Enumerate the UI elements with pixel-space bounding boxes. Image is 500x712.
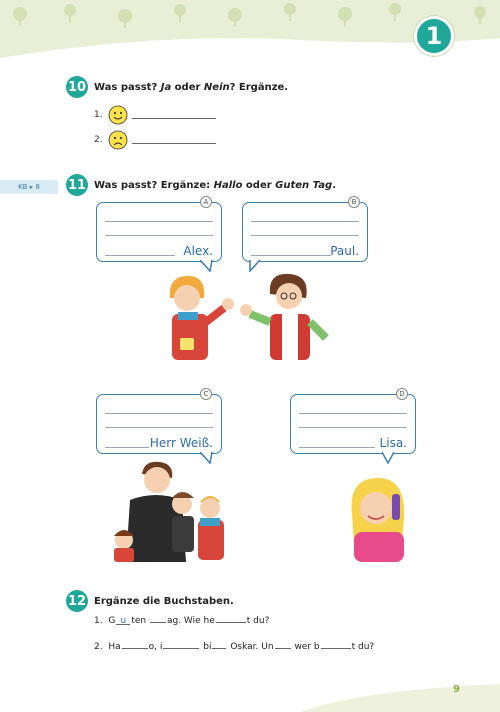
smiley-happy-icon — [108, 105, 128, 125]
bubble-line[interactable] — [251, 235, 359, 236]
title-part: oder — [171, 82, 204, 93]
bubble-name: Herr Weiß. — [149, 436, 213, 450]
title-part: . — [332, 180, 337, 191]
kursbuch-reference-tag: KB ▸ 8 — [0, 180, 58, 194]
letter-gap[interactable] — [150, 614, 166, 623]
exercise-10-row-1-label: 1. — [94, 110, 103, 120]
text-fragment: ag. Wie he — [166, 616, 215, 626]
bubble-line[interactable] — [105, 255, 175, 256]
bubble-tail — [382, 452, 396, 464]
exercise-12-number: 12 — [66, 590, 88, 612]
text-fragment: ten — [131, 616, 147, 626]
unit-number-badge: 1 — [414, 16, 454, 56]
bubble-line[interactable] — [299, 413, 407, 414]
girl-on-phone-illustration — [344, 474, 416, 562]
bubble-line[interactable] — [105, 427, 213, 428]
exercise-10-answer-1[interactable] — [132, 118, 216, 119]
two-kids-waving-illustration — [150, 268, 340, 362]
man-with-children-illustration — [110, 460, 240, 562]
bubble-line[interactable] — [251, 221, 359, 222]
bubble-letter-d: D — [396, 388, 408, 400]
speech-bubble-c — [96, 394, 222, 454]
speech-bubble-d — [290, 394, 416, 454]
exercise-11-number: 11 — [66, 174, 88, 196]
line-number: 2. — [94, 642, 103, 652]
exercise-10-number: 10 — [66, 76, 88, 98]
bubble-line[interactable] — [105, 413, 213, 414]
exercise-11-title — [94, 180, 336, 191]
bubble-letter-c: C — [200, 388, 212, 400]
title-part-italic: Nein — [203, 82, 230, 93]
smiley-sad-icon — [108, 130, 128, 150]
line-number: 1. — [94, 616, 103, 626]
title-part: Was passt? Ergänze: — [94, 180, 214, 191]
exercise-12-title: Ergänze die Buchstaben. — [94, 596, 234, 607]
exercise-10-row-2-label: 2. — [94, 135, 103, 145]
header-band — [0, 0, 500, 62]
bubble-line[interactable] — [299, 427, 407, 428]
title-part-italic: Ja — [160, 82, 172, 93]
bubble-name: Paul. — [330, 244, 359, 258]
title-part-italic: Guten Tag — [275, 180, 333, 191]
letter-gap[interactable] — [163, 640, 199, 649]
text-fragment: Ha — [108, 642, 121, 652]
example-answer: u — [120, 616, 127, 626]
title-part: Was passt? — [94, 82, 161, 93]
exercise-10-title — [94, 82, 288, 93]
footer-decoration — [300, 670, 500, 712]
text-fragment: o, i — [148, 642, 163, 652]
letter-gap[interactable] — [275, 640, 291, 649]
title-part-italic: Hallo — [213, 180, 243, 191]
text-fragment: wer b — [294, 642, 320, 652]
letter-gap[interactable] — [116, 616, 130, 625]
bubble-name: Lisa. — [379, 436, 407, 450]
bubble-letter-a: A — [200, 196, 212, 208]
letter-gap[interactable] — [122, 640, 148, 649]
title-part: ? Ergänze. — [229, 82, 289, 93]
exercise-10-answer-2[interactable] — [132, 143, 216, 144]
exercise-12-line-2 — [94, 640, 374, 652]
text-fragment: Oskar. Un — [230, 642, 274, 652]
page-number: 9 — [453, 684, 460, 695]
text-fragment: t du? — [351, 642, 375, 652]
letter-gap[interactable] — [212, 640, 226, 649]
speech-bubble-b — [242, 202, 368, 262]
text-fragment: G — [108, 616, 116, 626]
title-part: oder — [242, 180, 276, 191]
exercise-12-line-1 — [94, 614, 269, 626]
bubble-line[interactable] — [299, 447, 375, 448]
bubble-line[interactable] — [105, 447, 149, 448]
speech-bubble-a — [96, 202, 222, 262]
text-fragment: t du? — [246, 616, 270, 626]
bubble-letter-b: B — [348, 196, 360, 208]
bubble-line[interactable] — [105, 221, 213, 222]
bubble-name: Alex. — [183, 244, 213, 258]
text-fragment: bi — [203, 642, 212, 652]
bubble-line[interactable] — [251, 255, 331, 256]
letter-gap[interactable] — [216, 614, 246, 623]
letter-gap[interactable] — [321, 640, 351, 649]
bubble-line[interactable] — [105, 235, 213, 236]
